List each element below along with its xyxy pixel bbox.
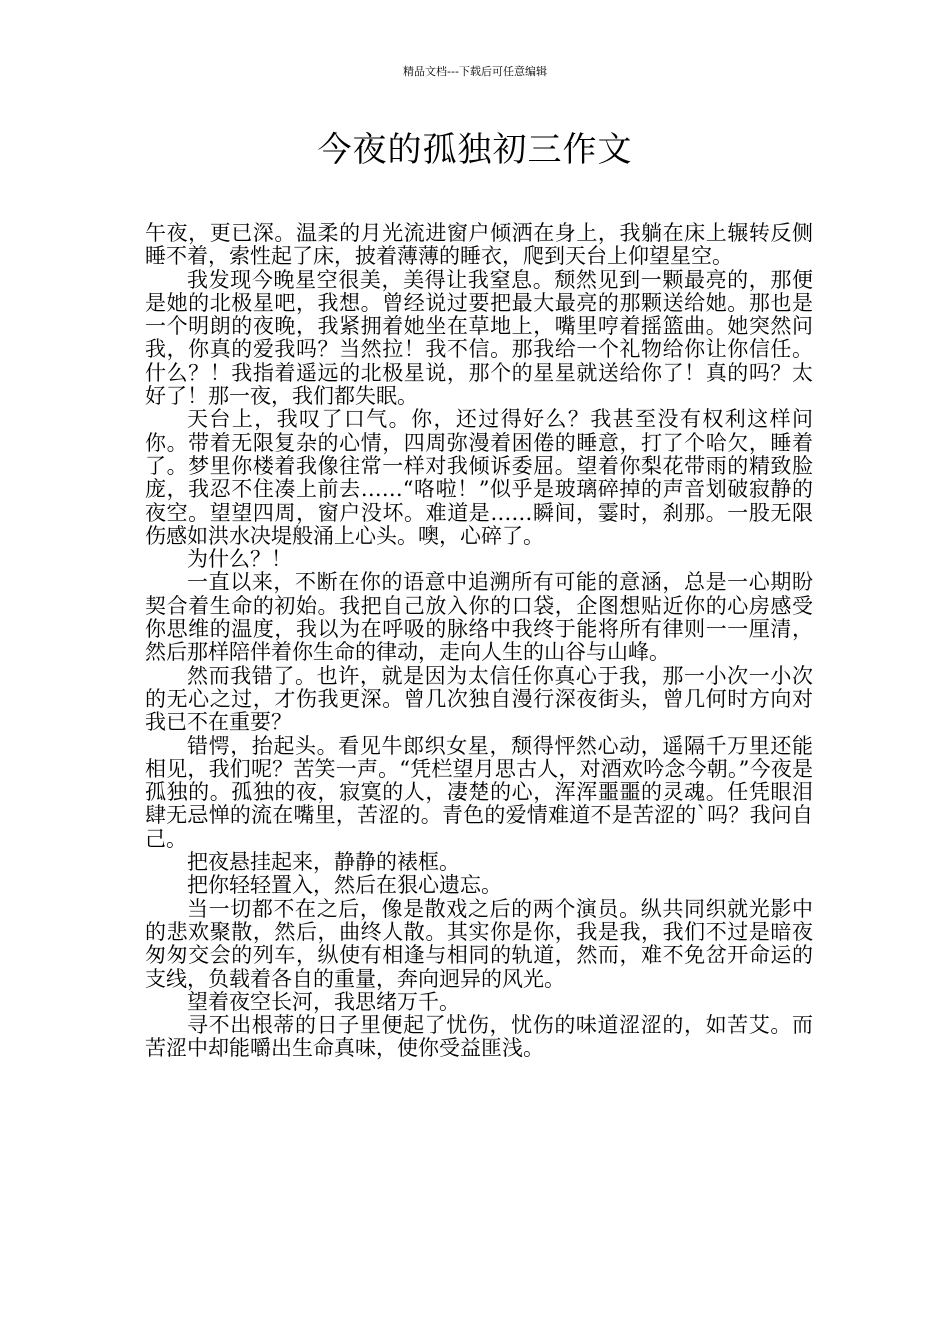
paragraph-12: 寻不出根蒂的日子里便起了忧伤，忧伤的味道涩涩的，如苦艾。而苦涩中却能嚼出生命真味，使你受益匪浅。: [145, 1013, 813, 1061]
paragraph-7: 错愕，抬起头。看见牛郎织女星，颓得怦然心动，遥隔千万里还能相见，我们呢？苦笑一声。“凭栏望月思古人，对酒欢吟念今朝。”今夜是孤独的。孤独的夜，寂寞的人，凄楚的心，浑浑噩噩的灵魂。任凭眼泪肆无忌惮的流在嘴里，苦涩的。青色的爱情难道不是苦涩的`吗？我问自己。: [145, 733, 813, 851]
paragraph-9: 把你轻轻置入，然后在狠心遗忘。: [187, 873, 502, 898]
paragraph-10: 当一切都不在之后，像是散戏之后的两个演员。纵共同织就光影中的悲欢聚散，然后，曲终人散。其实你是你，我是我，我们不过是暗夜匆匆交会的列车，纵使有相逢与相同的轨道，然而，难不免岔开命运的支线，负载着各自的重量，奔向迥异的风光。: [145, 896, 813, 991]
paragraph-5: 一直以来，不断在你的语意中追溯所有可能的意涵，总是一心期盼契合着生命的初始。我把自己放入你的口袋，企图想贴近你的心房感受你思维的温度，我以为在呼吸的脉络中我终于能将所有律则一一厘清，然后那样陪伴着你生命的律动，走向人生的山谷与山峰。: [145, 570, 813, 665]
paragraph-8: 把夜悬挂起来，静静的裱框。: [187, 850, 460, 875]
paragraph-2: 我发现今晚星空很美，美得让我窒息。颓然见到一颗最亮的，那便是她的北极星吧，我想。曾经说过要把最大最亮的那颗送给她。那也是一个明朗的夜晚，我紧拥着她坐在草地上，嘴里哼着摇篮曲。她突然问我，你真的爱我吗？当然拉！我不信。那我给一个礼物给你让你信任。什么？！我指着遥远的北极星说，那个的星星就送给你了！真的吗？太好了！那一夜，我们都失眠。: [145, 267, 813, 409]
paragraph-3: 天台上，我叹了口气。你，还过得好么？我甚至没有权利这样问你。带着无限复杂的心情，四周弥漫着困倦的睡意，打了个哈欠，睡着了。梦里你楼着我像往常一样对我倾诉委屈。望着你梨花带雨的精致脸庞，我忍不住凑上前去……“咯啦！”似乎是玻璃碎掉的声音划破寂静的夜空。望望四周，窗户没坏。难道是……瞬间，霎时，刹那。一股无限伤感如洪水决堤般涌上心头。噢，心碎了。: [145, 407, 813, 548]
page-header: 精品文档---下载后可任意编辑: [403, 65, 547, 78]
document-body: [145, 222, 813, 1061]
paragraph-4: 为什么？！: [187, 547, 292, 572]
paragraph-1: 午夜，更已深。温柔的月光流进窗户倾洒在身上，我躺在床上辗转反侧睡不着，索性起了床，披着薄薄的睡衣，爬到天台上仰望星空。: [145, 221, 813, 269]
paragraph-11: 望着夜空长河，我思绪万千。: [187, 989, 460, 1014]
document-title: 今夜的孤独初三作文: [317, 130, 633, 170]
paragraph-6: 然而我错了。也许，就是因为太信任你真心于我，那一小次一小次的无心之过，才伤我更深。曾几次独自漫行深夜街头，曾几何时方向对我已不在重要？: [145, 663, 813, 735]
